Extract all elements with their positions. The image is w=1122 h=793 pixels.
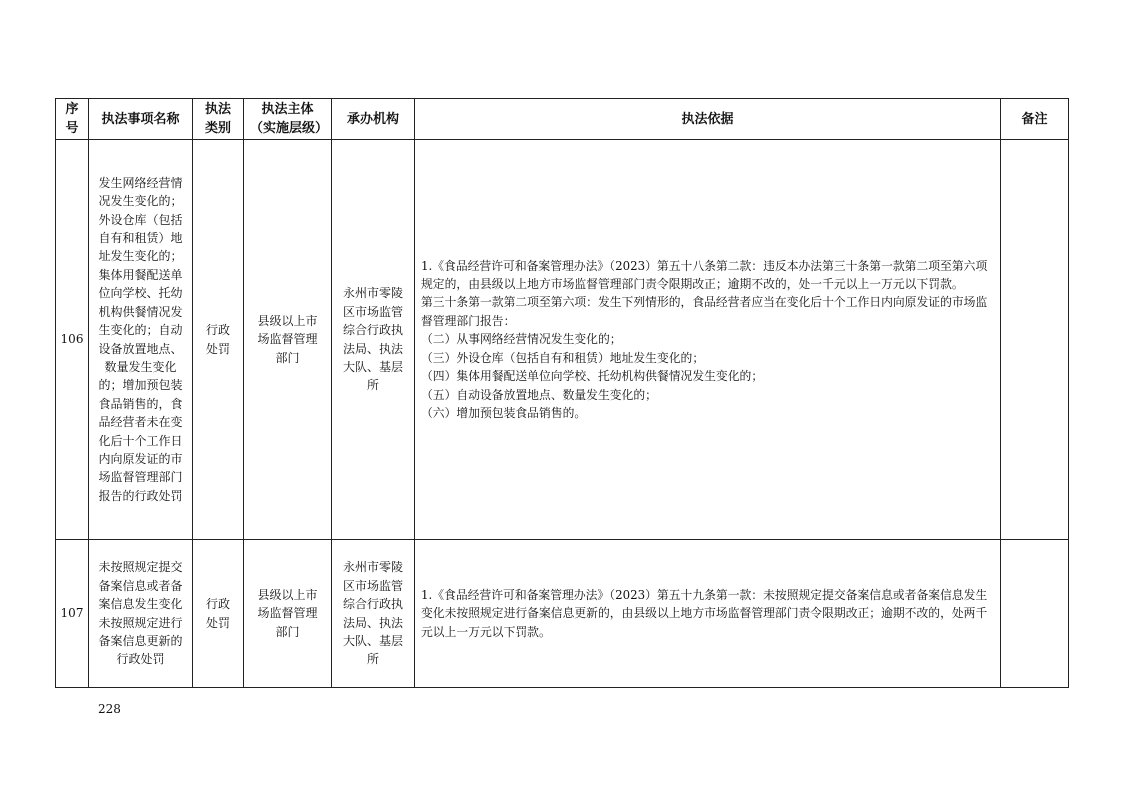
basis-line: 1.《食品经营许可和备案管理办法》（2023）第五十八条第二款：违反本办法第三十条第一款第二项至第六项规定的，由县级以上地方市场监督管理部门责令限期改正；逾期不改的，处一千元以上一万元以下罚款。 <box>421 258 988 292</box>
category: 行政处罚 <box>193 540 244 688</box>
category: 行政处罚 <box>193 140 244 540</box>
legal-basis <box>415 540 1001 688</box>
item-name: 未按照规定提交备案信息或者备案信息发生变化未按照规定进行备案信息更新的行政处罚 <box>89 540 193 688</box>
page-number: 228 <box>98 702 121 716</box>
agency: 永州市零陵区市场监管综合行政执法局、执法大队、基层所 <box>332 140 415 540</box>
agency: 永州市零陵区市场监管综合行政执法局、执法大队、基层所 <box>332 540 415 688</box>
subject: 县级以上市场监督管理部门 <box>244 540 332 688</box>
header-subject: 执法主体（实施层级） <box>244 99 332 140</box>
table-row <box>56 540 1069 688</box>
basis-line: （四）集体用餐配送单位向学校、托幼机构供餐情况发生变化的； <box>421 369 764 384</box>
header-agency: 承办机构 <box>332 99 415 140</box>
enforcement-table <box>55 98 1069 688</box>
basis-line: 第三十条第一款第二项至第六项：发生下列情形的，食品经营者应当在变化后十个工作日内向原发证的市场监督管理部门报告： <box>421 295 988 328</box>
basis-line: （五）自动设备放置地点、数量发生变化的； <box>421 387 657 402</box>
header-category: 执法类别 <box>193 99 244 140</box>
basis-line: （三）外设仓库（包括自有和租赁）地址发生变化的； <box>421 350 705 365</box>
legal-basis <box>415 140 1001 540</box>
header-name: 执法事项名称 <box>89 99 193 140</box>
header-basis: 执法依据 <box>415 99 1001 140</box>
remark <box>1001 140 1069 540</box>
basis-line: （二）从事网络经营情况发生变化的； <box>421 332 622 347</box>
table-header-row <box>56 99 1069 140</box>
item-name: 发生网络经营情况发生变化的；外设仓库（包括自有和租赁）地址发生变化的；集体用餐配送单位向学校、托幼机构供餐情况发生变化的；自动设备放置地点、数量发生变化的；增加预包装食品销售的，食品经营者未在变化后十个工作日内向原发证的市场监督管理部门报告的行政处罚 <box>89 140 193 540</box>
header-no: 序号 <box>56 99 89 140</box>
subject: 县级以上市场监督管理部门 <box>244 140 332 540</box>
basis-line: （六）增加预包装食品销售的。 <box>421 405 587 420</box>
table-row <box>56 140 1069 540</box>
remark <box>1001 540 1069 688</box>
basis-line: 1.《食品经营许可和备案管理办法》（2023）第五十九条第一款：未按照规定提交备案信息或者备案信息发生变化未按照规定进行备案信息更新的，由县级以上地方市场监督管理部门责令限期改正；逾期不改的，处两千元以上一万元以下罚款。 <box>421 587 988 639</box>
row-number: 107 <box>56 540 89 688</box>
row-number: 106 <box>56 140 89 540</box>
header-remark: 备注 <box>1001 99 1069 140</box>
